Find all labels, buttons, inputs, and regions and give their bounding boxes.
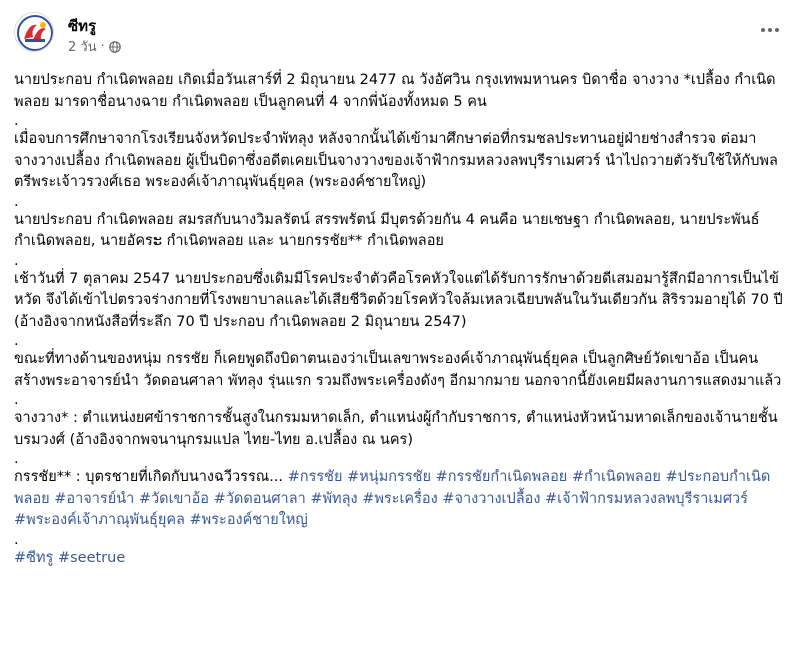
hashtag-link[interactable]: #seetrue <box>57 549 126 566</box>
paragraph-5: ขณะที่ทางด้านของหนุ่ม กรรชัย ก็เคยพูดถึงบิดาตนเองว่าเป็นเลขาพระองค์เจ้าภาณุพันธุ์ยุคล เป็นลูกศิษย์วัดเขาอ้อ เป็นคนสร้างพระอาจารย์นำ วัดดอนศาลา พัทลุง รุ่นแรก รวมถึงพระเครื่องดังๆ อีกมากมาย นอกจากนี้ยังเคยมีผลงานการแสดงมาแล้ว <box>14 351 782 389</box>
hashtag-link[interactable]: #พระองค์ชายใหญ่ <box>189 512 308 528</box>
hashtag-paragraph <box>14 467 786 532</box>
hashtag-link[interactable]: #อาจารย์นำ <box>54 490 135 507</box>
hashtag-link[interactable]: #พระเครื่อง <box>362 490 438 507</box>
separator: . <box>14 333 19 349</box>
hashtag-link[interactable]: #วัดดอนศาลา <box>213 490 306 507</box>
paragraph-2: เมื่อจบการศึกษาจากโรงเรียนจังหวัดประจำพัทลุง หลังจากนั้นได้เข้ามาศึกษาต่อที่กรมชลประทานอยู่ฝ่ายช่างสำรวจ ต่อมาจางวางเปลื้อง กำเนิดพลอย ผู้เป็นบิดาซึ่งอดีตเคยเป็นจางวางของเจ้าฟ้ากรมหลวงลพบุรีราเมศวร์ นำไปถวายตัวรับใช้ให้กับพลตรีพระเจ้าวรวงศ์เธอ พระองค์เจ้าภาณุพันธุ์ยุคล (พระองค์ชายใหญ่) <box>14 131 778 190</box>
paragraph-4: เช้าวันที่ 7 ตุลาคม 2547 นายประกอบซึ่งเดิมมีโรคประจำตัวคือโรคหัวใจแต่ได้รับการรักษาด้วยดีเสมอมารู้สึกมีอาการเป็นไข้หวัด จึงได้เข้าไปตรวจร่างกายที่โรงพยาบาลและได้เสียชีวิตด้วยโรคหัวใจล้มเหลวเฉียบพลันในวันเดียวกัน สิริรวมอายุได้ 70 ปี (อ้างอิงจากหนังสือที่ระลึก 70 ปี ประกอบ กำเนิดพลอย 2 มิถุนายน 2547) <box>14 270 783 330</box>
hashtag-link[interactable]: #กรรชัยกำเนิดพลอย <box>435 469 568 485</box>
paragraph-3: นายประกอบ กำเนิดพลอย สมรสกับนางวิมลรัตน์ สรรพรัตน์ มีบุตรด้วยกัน 4 คนคือ นายเชษฐา กำเนิดพลอย, นายประพันธ์ กำเนิดพลอย, นายอัครະ กำเนิดพลอย และ นายกรรชัย** กำเนิดพลอย <box>14 211 760 249</box>
meta-dot: · <box>100 39 105 54</box>
hashtag-link[interactable]: #หนุ่มกรรชัย <box>347 469 431 485</box>
post-time[interactable]: 2 วัน <box>68 40 97 55</box>
hashtag-link[interactable]: #จางวางเปลื้อง <box>442 490 541 507</box>
more-options-icon[interactable] <box>754 18 786 42</box>
separator: . <box>14 113 19 129</box>
post-header <box>14 10 786 58</box>
hashtag-link[interactable]: #พัทลุง <box>310 490 358 507</box>
closing-hashtags <box>14 548 786 570</box>
hashtag-link[interactable]: #เจ้าฟ้ากรมหลวงลพบุรีราเมศวร์ <box>545 490 748 507</box>
globe-icon[interactable] <box>109 41 121 53</box>
paragraph-6: จางวาง* : ตำแหน่งยศข้าราชการชั้นสูงในกรมมหาดเล็ก, ตำแหน่งผู้กำกับราชการ, ตำแหน่งหัวหน้ามหาดเล็กของเจ้านายชั้นบรมวงศ์ (อ้างอิงจากพจนานุกรมแปล ไทย-ไทย อ.เปลื้อง ณ นคร) <box>14 410 778 448</box>
paragraph-1: นายประกอบ กำเนิดพลอย เกิดเมื่อวันเสาร์ที่ 2 มิถุนายน 2477 ณ วังอัศวิน กรุงเทพมหานคร บิดาชื่อ จางวาง *เปลื้อง กำเนิดพลอย มารดาชื่อนางฉาย กำเนิดพลอย เป็นลูกคนที่ 4 จากพี่น้องทั้งหมด 5 คน <box>14 72 776 110</box>
hashtag-link[interactable]: #วัดเขาอ้อ <box>138 490 209 507</box>
post-body <box>14 70 786 569</box>
separator: . <box>14 531 19 548</box>
separator: . <box>14 392 19 408</box>
hashtag-link[interactable]: #กรรชัย <box>287 469 343 485</box>
separator: . <box>14 252 19 269</box>
post-meta <box>68 36 121 57</box>
hashtag-link[interactable]: #กำเนิดพลอย <box>571 469 661 485</box>
hashtag-link[interactable]: #ประกอบกำเนิดพลอย <box>14 469 771 507</box>
avatar[interactable] <box>14 12 54 52</box>
separator: . <box>14 451 19 467</box>
separator: . <box>14 193 19 210</box>
hashtag-link[interactable]: #ซีทรู <box>14 549 54 566</box>
author-name[interactable]: ซีทรู <box>68 17 97 35</box>
footnote-text: กรรชัย** : บุตรชายที่เกิดกับนางฉวีวรรณ... <box>14 469 288 485</box>
hashtag-link[interactable]: #พระองค์เจ้าภาณุพันธุ์ยุคล <box>14 512 185 528</box>
seetrue-logo-icon <box>15 13 54 52</box>
